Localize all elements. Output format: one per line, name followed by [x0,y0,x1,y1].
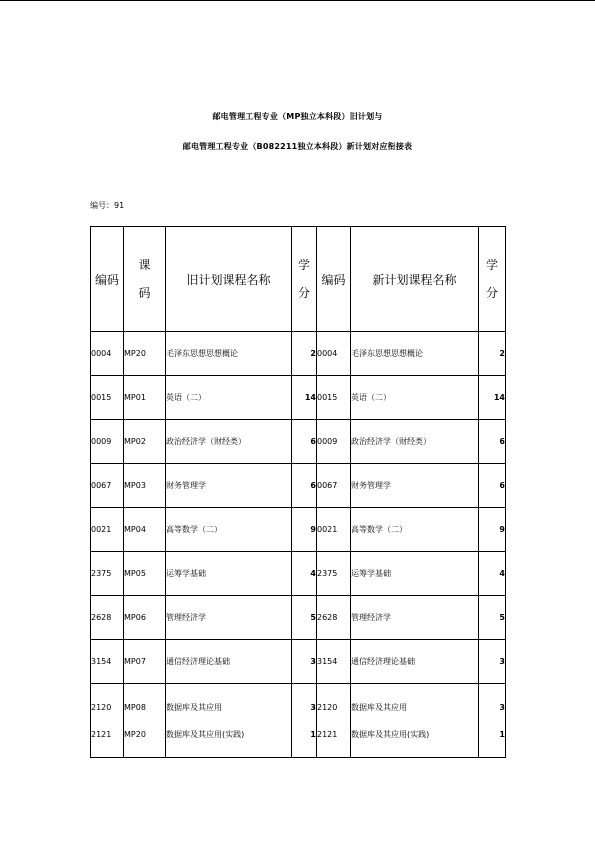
new-credit: 5 [479,596,506,640]
old-credit: 9 [292,508,317,552]
new-credit-pair [479,684,506,758]
old-credit-pair [292,684,317,758]
old-credit: 6 [292,420,317,464]
old-credit: 3 [310,702,316,712]
table-row [91,640,506,684]
table-header-row [91,227,506,332]
new-credit: 6 [479,420,506,464]
header-new-credit [479,227,506,332]
new-credit: 6 [479,464,506,508]
new-credit: 14 [479,376,506,420]
old-credit: 1 [310,729,316,739]
old-credit: 3 [292,640,317,684]
table-row-combined [91,684,506,758]
course-code: MP06 [124,596,166,640]
course-code: MP07 [124,640,166,684]
course-code: MP04 [124,508,166,552]
new-course-name-pair [351,684,479,758]
course-mapping-table [90,226,506,758]
table-row [91,464,506,508]
course-code: MP08 [124,702,146,712]
old-course-name: 运筹学基础 [166,552,292,596]
course-code-pair [124,684,166,758]
course-code: MP01 [124,376,166,420]
old-code: 0009 [91,420,124,464]
old-code: 2121 [91,729,112,739]
header-new-name: 新计划课程名称 [351,227,479,332]
old-course-name: 管理经济学 [166,596,292,640]
new-course-name: 数据库及其应用(实践) [351,729,430,739]
new-code: 2375 [317,552,351,596]
new-credit: 9 [479,508,506,552]
old-course-name: 英语（二） [166,376,292,420]
new-credit: 4 [479,552,506,596]
new-code: 3154 [317,640,351,684]
new-course-name: 政治经济学（财经类） [351,420,479,464]
header-old-name: 旧计划课程名称 [166,227,292,332]
title-line-1: 邮电管理工程专业（MP独立本科段）旧计划与 [212,112,383,121]
new-code-pair [317,684,351,758]
table-row [91,376,506,420]
old-code: 0021 [91,508,124,552]
old-course-name: 通信经济理论基础 [166,640,292,684]
header-course-code-top: 课 [138,258,151,272]
old-code: 0004 [91,332,124,376]
title-line-2: 邮电管理工程专业（B082211独立本科段）新计划对应衔接表 [182,142,413,151]
old-credit: 4 [292,552,317,596]
old-course-name: 数据库及其应用(实践) [166,729,245,739]
new-code: 2120 [317,702,338,712]
old-course-name: 毛泽东思想思想概论 [166,332,292,376]
document-number: 编号：91 [90,201,125,210]
new-code: 0015 [317,376,351,420]
new-code: 0067 [317,464,351,508]
header-old-code: 编码 [91,227,124,332]
course-code: MP02 [124,420,166,464]
course-code: MP20 [124,729,146,739]
top-border-line [0,0,595,1]
old-course-name-pair [166,684,292,758]
old-code-pair [91,684,124,758]
new-code: 0004 [317,332,351,376]
course-code: MP20 [124,332,166,376]
new-credit: 1 [499,729,505,739]
old-credit: 5 [292,596,317,640]
table-row [91,552,506,596]
header-course-code-bottom: 码 [138,286,151,300]
table-row [91,596,506,640]
header-new-credit-top: 学 [485,258,498,272]
old-code: 2628 [91,596,124,640]
new-course-name: 管理经济学 [351,596,479,640]
table-row [91,508,506,552]
header-new-code: 编码 [317,227,351,332]
old-course-name: 财务管理学 [166,464,292,508]
new-course-name: 运筹学基础 [351,552,479,596]
new-code: 2121 [317,729,338,739]
new-course-name: 毛泽东思想思想概论 [351,332,479,376]
new-course-name: 高等数学（二） [351,508,479,552]
old-code: 3154 [91,640,124,684]
new-credit: 2 [479,332,506,376]
new-code: 0021 [317,508,351,552]
header-course-code [124,227,166,332]
header-old-credit [292,227,317,332]
new-code: 2628 [317,596,351,640]
old-code: 2120 [91,702,112,712]
new-course-name: 财务管理学 [351,464,479,508]
old-course-name: 高等数学（二） [166,508,292,552]
new-credit: 3 [479,640,506,684]
old-code: 2375 [91,552,124,596]
header-new-credit-bottom: 分 [485,286,498,300]
new-course-name: 数据库及其应用 [351,702,407,712]
header-old-credit-bottom: 分 [297,286,310,300]
table-row [91,332,506,376]
old-course-name: 政治经济学（财经类） [166,420,292,464]
old-code: 0067 [91,464,124,508]
course-code: MP05 [124,552,166,596]
header-old-credit-top: 学 [297,258,310,272]
new-course-name: 通信经济理论基础 [351,640,479,684]
old-course-name: 数据库及其应用 [166,702,222,712]
old-credit: 14 [292,376,317,420]
old-code: 0015 [91,376,124,420]
new-credit: 3 [499,702,505,712]
old-credit: 2 [292,332,317,376]
course-code: MP03 [124,464,166,508]
new-code: 0009 [317,420,351,464]
old-credit: 6 [292,464,317,508]
new-course-name: 英语（二） [351,376,479,420]
table-row [91,420,506,464]
